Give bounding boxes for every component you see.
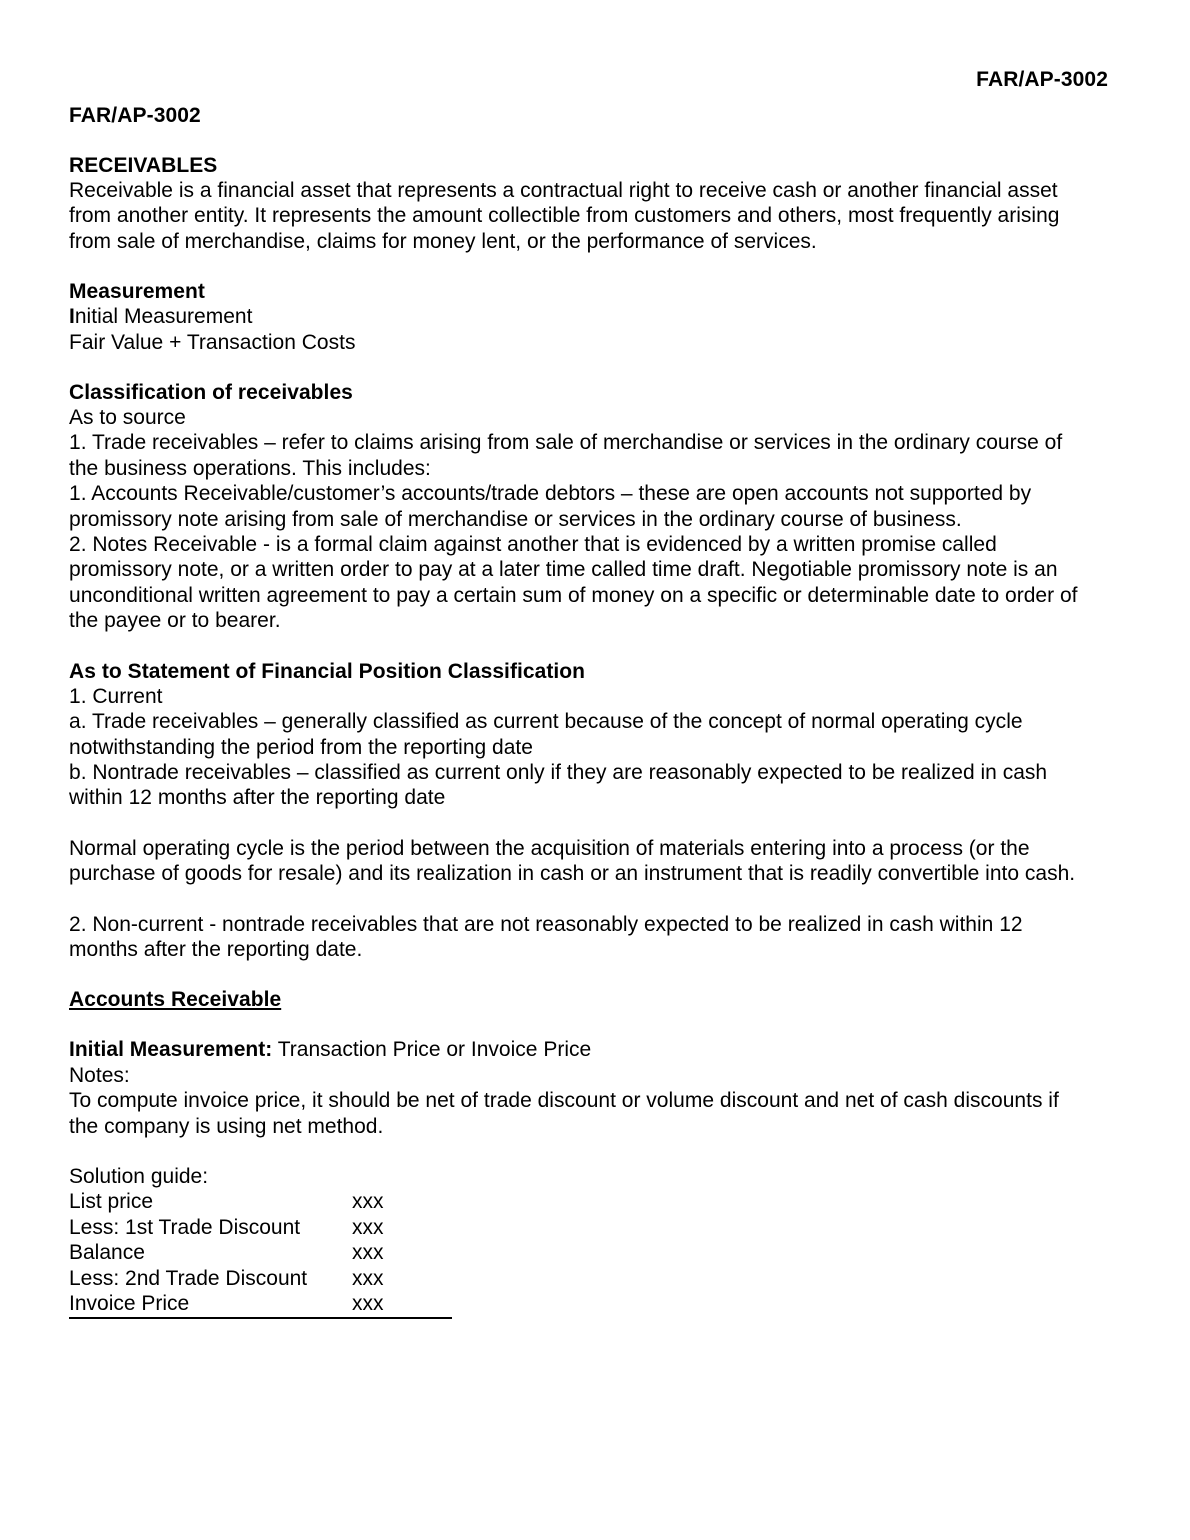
row-value: xxx <box>352 1190 384 1214</box>
row-value: xxx <box>352 1241 384 1265</box>
document-body <box>69 103 1083 1319</box>
paragraph-receivables-definition: Receivable is a financial asset that represents a contractual right to receive cash or another financial asset from another entity. It represents the amount collectible from customers and others, most frequently arising from sale of merchandise, claims for money lent, or the performance of services. <box>69 179 1060 253</box>
paragraph-trade-receivables: 1. Trade receivables – refer to claims arising from sale of merchandise or services in the ordinary course of the business operations. This includes: <box>69 431 1063 480</box>
label-solution-guide: Solution guide: <box>69 1164 209 1188</box>
label-notes: Notes: <box>69 1063 130 1087</box>
initial-measurement-rest: nitial Measurement <box>74 305 253 329</box>
line-initial-measurement <box>69 304 1083 329</box>
row-value: xxx <box>352 1266 384 1290</box>
table-row <box>69 1189 452 1214</box>
row-value: xxx <box>352 1291 452 1318</box>
spacer <box>69 962 1083 987</box>
row-label: Invoice Price <box>69 1291 352 1318</box>
spacer <box>69 254 1083 279</box>
line-measurement-basis: Fair Value + Transaction Costs <box>69 330 356 354</box>
paragraph-accounts-receivable-sub: 1. Accounts Receivable/customer’s accounts/trade debtors – these are open accounts not supported by promissory note arising from sale of merchandise or services in the ordinary course of business. <box>69 482 1032 531</box>
table-row <box>69 1240 452 1265</box>
heading-accounts-receivable: Accounts Receivable <box>69 988 282 1012</box>
row-label: Balance <box>69 1241 145 1265</box>
table-row <box>69 1215 452 1240</box>
label-initial-measurement: Initial Measurement: <box>69 1038 273 1062</box>
solution-guide-body <box>69 1189 452 1318</box>
line-initial-measurement-ar <box>69 1037 1083 1062</box>
label-as-to-source: As to source <box>69 406 186 430</box>
label-current: 1. Current <box>69 684 163 708</box>
running-head: FAR/AP-3002 <box>976 68 1108 91</box>
heading-measurement: Measurement <box>69 280 205 304</box>
initial-measurement-bold-initial: I <box>69 305 75 329</box>
spacer <box>69 1139 1083 1164</box>
spacer <box>69 811 1083 836</box>
table-row <box>69 1266 452 1291</box>
spacer <box>69 887 1083 912</box>
paragraph-current-trade-receivables: a. Trade receivables – generally classified as current because of the concept of normal operating cycle notwithstanding the period from the reporting date <box>69 710 1023 759</box>
heading-sfp-classification: As to Statement of Financial Position Classification <box>69 659 586 683</box>
value-initial-measurement-text: Transaction Price or Invoice Price <box>277 1038 592 1062</box>
paragraph-current-nontrade-receivables: b. Nontrade receivables – classified as current only if they are reasonably expected to be realized in cash within 12 months after the reporting date <box>69 760 1048 810</box>
spacer <box>69 634 1083 659</box>
spacer <box>69 128 1083 153</box>
row-value: xxx <box>352 1215 384 1239</box>
heading-accounts-receivable-wrap <box>69 987 1083 1012</box>
document-code: FAR/AP-3002 <box>69 104 201 127</box>
heading-receivables: RECEIVABLES <box>69 154 218 177</box>
paragraph-non-current: 2. Non-current - nontrade receivables that are not reasonably expected to be realized in cash within 12 months after the reporting date. <box>69 912 1023 961</box>
row-label: List price <box>69 1190 154 1214</box>
paragraph-notes-receivable-sub: 2. Notes Receivable - is a formal claim against another that is evidenced by a written promise called promissory note, or a written order to pay at a later time called time draft. Negotiable promissory note is an unconditional written agreement to pay a certain sum of money on a specific or determinable date to order of the payee or to bearer. <box>69 533 1078 633</box>
row-label: Less: 1st Trade Discount <box>69 1215 301 1239</box>
heading-classification-of-receivables: Classification of receivables <box>69 381 353 405</box>
paragraph-normal-operating-cycle: Normal operating cycle is the period between the acquisition of materials entering into a process (or the purchase of goods for resale) and its realization in cash or an instrument that is readily convertible into cash. <box>69 836 1076 886</box>
spacer <box>69 355 1083 380</box>
paragraph-notes-invoice-price: To compute invoice price, it should be net of trade discount or volume discount and net of cash discounts if the company is using net method. <box>69 1089 1059 1138</box>
spacer <box>69 1012 1083 1037</box>
table-row-total <box>69 1291 452 1318</box>
row-label: Less: 2nd Trade Discount <box>69 1266 308 1290</box>
solution-guide-table <box>69 1189 452 1319</box>
